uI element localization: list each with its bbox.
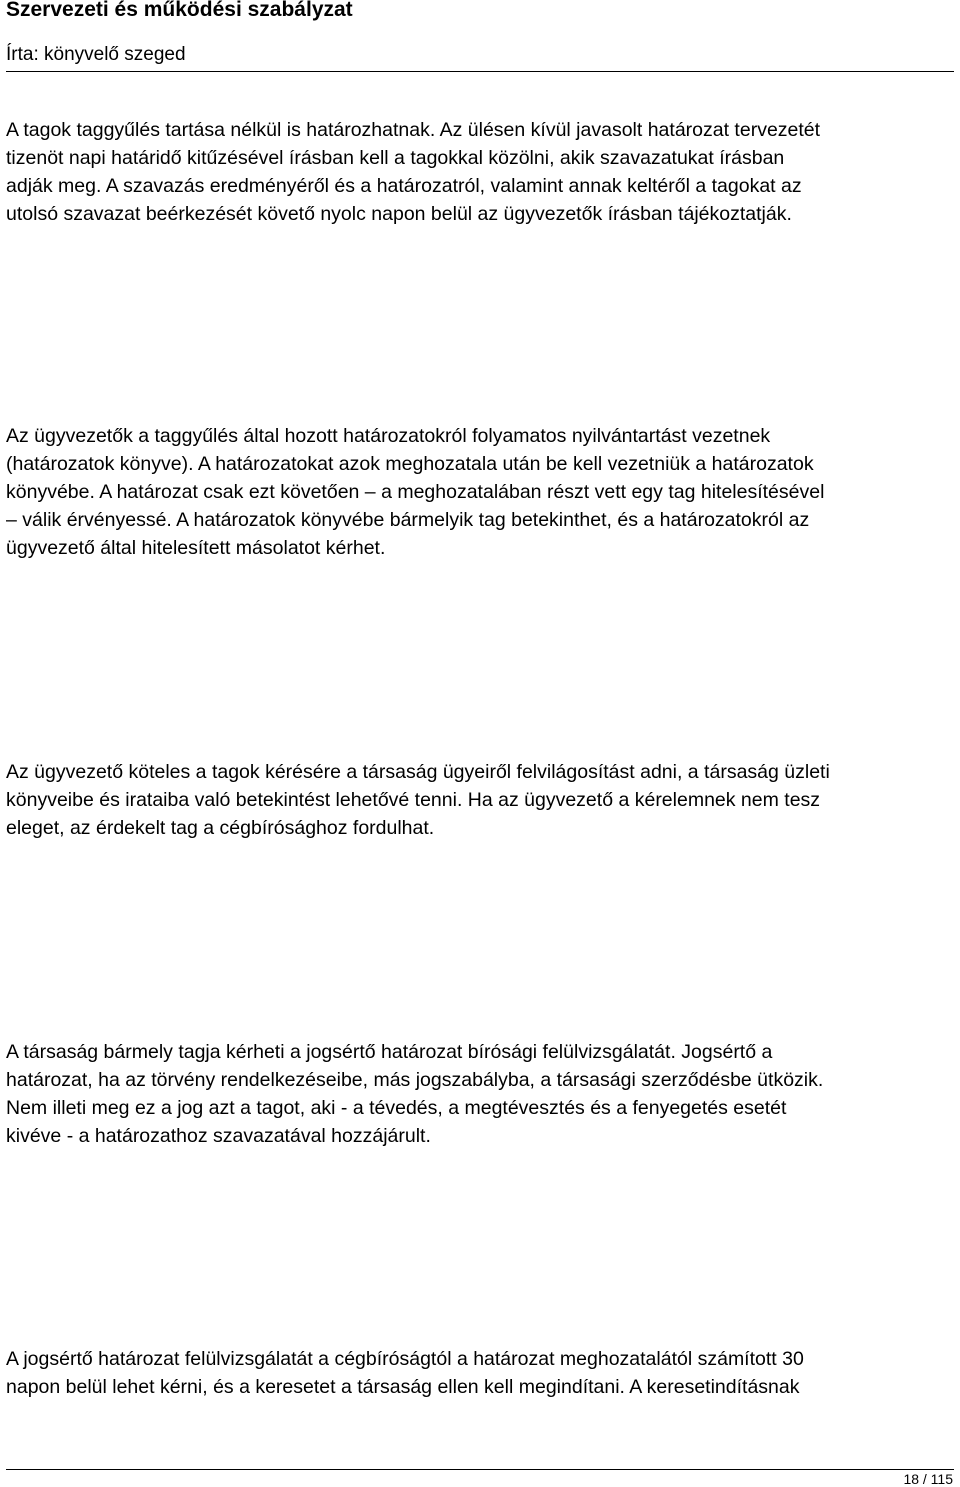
text-line: Az ügyvezetők a taggyűlés által hozott határozatokról folyamatos nyilvántartást vezetnek: [6, 425, 771, 447]
text-line: könyveibe és irataiba való betekintést lehetővé tenni. Ha az ügyvezető a kérelemnek nem tesz: [6, 789, 821, 811]
paragraph-resolution-book: [6, 422, 954, 562]
page-number: 18 / 115: [903, 1471, 953, 1487]
paragraph-information-right: [6, 758, 954, 842]
text-line: – válik érvényessé. A határozatok könyvébe bármelyik tag betekinthet, és a határozatokról az: [6, 509, 810, 531]
paragraph-judicial-review: [6, 1038, 954, 1150]
footer-divider: [6, 1469, 954, 1470]
text-line: A társaság bármely tagja kérheti a jogsértő határozat bírósági felülvizsgálatát. Jogsértő a: [6, 1041, 773, 1063]
document-title: Szervezeti és működési szabályzat: [6, 0, 353, 21]
text-line: Nem illeti meg ez a jog azt a tagot, aki - a tévedés, a megtévesztés és a fenyegetés esetét: [6, 1097, 787, 1119]
paragraph-review-deadline: [6, 1345, 954, 1401]
text-line: A jogsértő határozat felülvizsgálatát a cégbíróságtól a határozat meghozatalától számított 30: [6, 1348, 804, 1370]
text-line: Az ügyvezető köteles a tagok kérésére a társaság ügyeiről felvilágosítást adni, a társaság üzleti: [6, 761, 830, 783]
text-line: ügyvezető által hitelesített másolatot kérhet.: [6, 537, 386, 559]
text-line: (határozatok könyve). A határozatokat azok meghozatala után be kell vezetniük a határozatok: [6, 453, 814, 475]
text-line: A tagok taggyűlés tartása nélkül is határozhatnak. Az ülésen kívül javasolt határozat tervezetét: [6, 119, 821, 141]
text-line: eleget, az érdekelt tag a cégbírósághoz fordulhat.: [6, 817, 435, 839]
text-line: tizenöt napi határidő kitűzésével írásban kell a tagokkal közölni, akik szavazatukat írásban: [6, 147, 785, 169]
text-line: kivéve - a határozathoz szavazatával hozzájárult.: [6, 1125, 431, 1147]
text-line: utolsó szavazat beérkezését követő nyolc napon belül az ügyvezetők írásban tájékoztatják.: [6, 203, 792, 225]
text-line: könyvébe. A határozat csak ezt követően – a meghozatalában részt vett egy tag hitelesítésével: [6, 481, 825, 503]
header-divider: [6, 71, 954, 72]
text-line: napon belül lehet kérni, és a keresetet a társaság ellen kell megindítani. A keresetindításnak: [6, 1376, 800, 1398]
text-line: adják meg. A szavazás eredményéről és a határozatról, valamint annak keltéről a tagokat az: [6, 175, 802, 197]
paragraph-written-resolution: [6, 116, 954, 228]
text-line: határozat, ha az törvény rendelkezéseibe, más jogszabályba, a társasági szerződésbe ütközik.: [6, 1069, 824, 1091]
document-author: Írta: könyvelő szeged: [6, 44, 186, 65]
